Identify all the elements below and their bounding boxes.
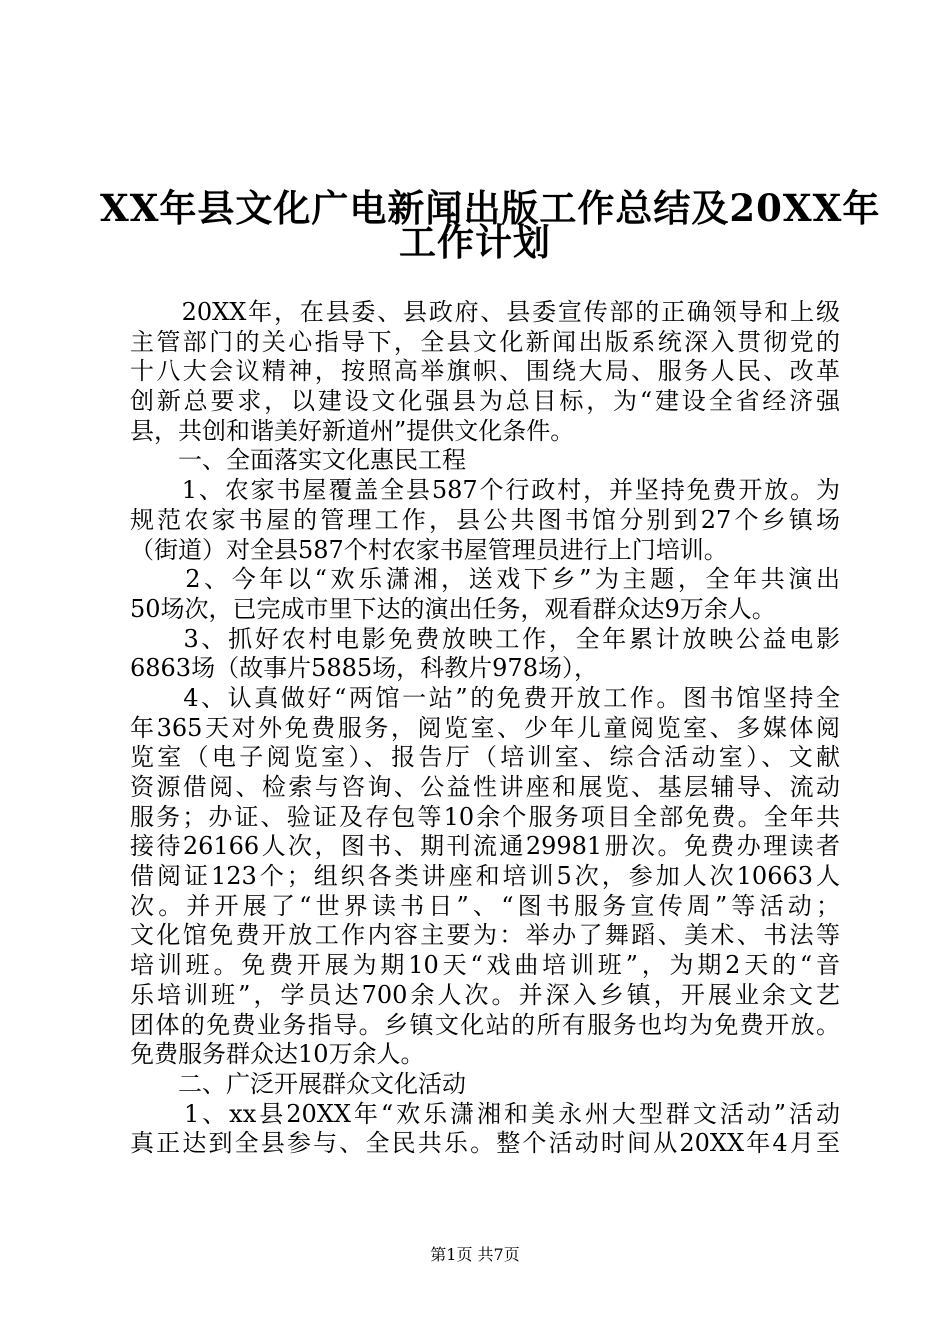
document-title-line-2: 工作计划 [399, 220, 551, 264]
body-text-line: 接待26166人次，图书、期刊流通29981册次。免费办理读者 [130, 832, 840, 861]
body-text-line: 服务；办证、验证及存包等10余个服务项目全部免费。全年共 [130, 802, 840, 831]
body-text-line: 乐培训班”，学员达700余人次。并深入乡镇，开展业余文艺 [130, 980, 840, 1009]
body-text-line: 次。并开展了“世界读书日”、“图书服务宣传周”等活动； [130, 891, 840, 920]
body-text-line: 4、认真做好“两馆一站”的免费开放工作。图书馆坚持全 [130, 683, 840, 712]
body-text-line: 文化馆免费开放工作内容主要为：举办了舞蹈、美术、书法等 [130, 921, 840, 950]
body-text-line: 团体的免费业务指导。乡镇文化站的所有服务也均为免费开放。 [130, 1010, 840, 1039]
page-footer: 第1页 共7页 [430, 1245, 520, 1264]
body-text-line: 二、广泛开展群众文化活动 [130, 1069, 466, 1098]
body-text-line: 借阅证123个；组织各类讲座和培训5次，参加人次10663人 [130, 862, 840, 891]
body-text-line: 6863场（故事片5885场，科教片978场）， [130, 654, 598, 683]
body-text-line: 年365天对外免费服务，阅览室、少年儿童阅览室、多媒体阅 [130, 713, 840, 742]
body-text-line: 县，共创和谐美好新道州”提供文化条件。 [130, 416, 575, 445]
body-text-line: 一、全面落实文化惠民工程 [130, 446, 466, 475]
body-text-line: 免费服务群众达10万余人。 [130, 1040, 425, 1069]
body-text-line: 20XX年，在县委、县政府、县委宣传部的正确领导和上级 [130, 298, 840, 326]
body-text-line: 规范农家书屋的管理工作，县公共图书馆分别到27个乡镇场 [130, 505, 840, 534]
body-text-line: （街道）对全县587个村农家书屋管理员进行上门培训。 [130, 535, 728, 564]
body-text-line: 览室（电子阅览室）、报告厅（培训室、综合活动室）、文献 [130, 743, 840, 772]
body-text-line: 资源借阅、检索与咨询、公益性讲座和展览、基层辅导、流动 [130, 773, 840, 801]
body-text-line: 真正达到全县参与、全民共乐。整个活动时间从20XX年4月至 [130, 1129, 840, 1158]
body-text-line: 50场次，已完成市里下达的演出任务，观看群众达9万余人。 [130, 594, 776, 623]
body-text-line: 创新总要求，以建设文化强县为总目标，为“建设全省经济强 [130, 387, 840, 416]
document-body [130, 298, 840, 1159]
body-text-line: 2、今年以“欢乐潇湘，送戏下乡”为主题，全年共演出 [130, 565, 840, 594]
body-text-line: 主管部门的关心指导下，全县文化新闻出版系统深入贯彻党的 [130, 327, 840, 356]
body-text-line: 十八大会议精神，按照高举旗帜、围绕大局、服务人民、改革 [130, 357, 840, 386]
body-text-line: 培训班。免费开展为期10天“戏曲培训班”，为期2天的“音 [130, 951, 840, 980]
body-text-line: 1、xx县20XX年“欢乐潇湘和美永州大型群文活动”活动 [130, 1099, 840, 1128]
document-title-line-1: XX年县文化广电新闻出版工作总结及20XX年 [100, 186, 881, 230]
body-text-line: 1、农家书屋覆盖全县587个行政村，并坚持免费开放。为 [130, 476, 840, 505]
body-text-line: 3、抓好农村电影免费放映工作，全年累计放映公益电影 [130, 624, 840, 653]
